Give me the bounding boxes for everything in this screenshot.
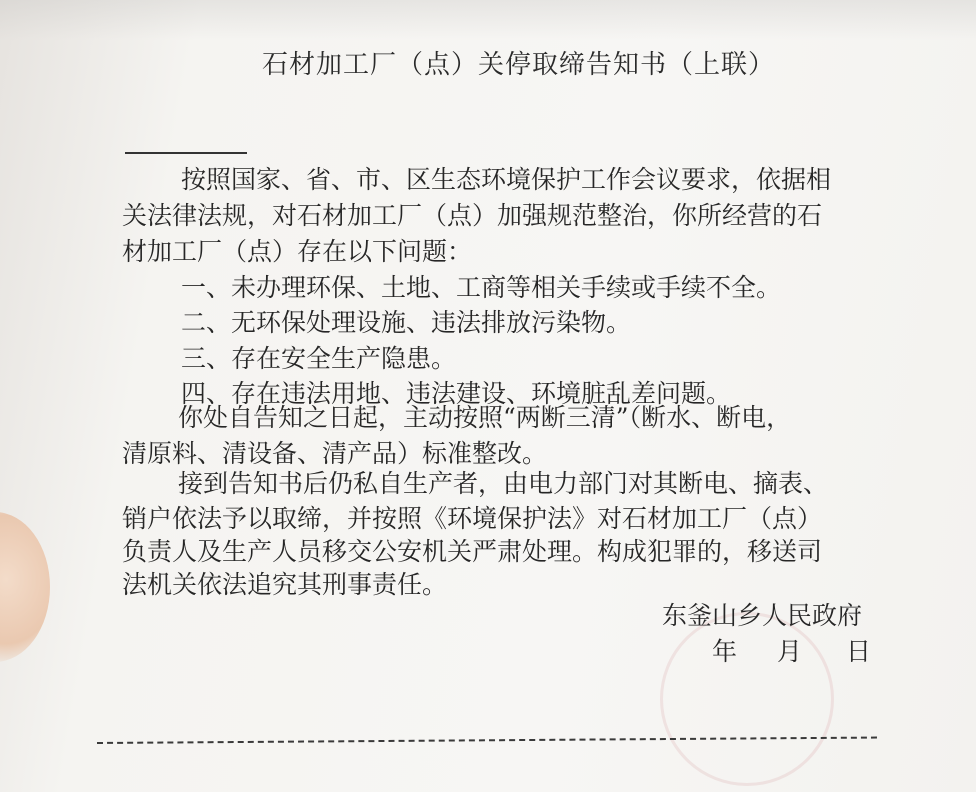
- date-year: 年: [712, 637, 738, 666]
- body-line-8: 你处自告知之日起，主动按照“两断三清”（断水、断电，: [178, 403, 792, 432]
- problem-item-4: 四、存在违法用地、违法建设、环境脏乱差问题。: [181, 379, 732, 408]
- addressee-blank-line: [125, 152, 247, 154]
- date-day: 日: [846, 637, 872, 666]
- issuing-authority: 东釜山乡人民政府: [662, 601, 863, 630]
- body-line-3: 材加工厂（点）存在以下问题：: [122, 237, 473, 266]
- body-line-2: 关法律法规，对石材加工厂（点）加强规范整治，你所经营的石: [122, 201, 823, 230]
- body-line-10: 接到告知书后仍私自生产者，由电力部门对其断电、摘表、: [178, 469, 829, 498]
- body-line-1: 按照国家、省、市、区生态环境保护工作会议要求，依据相: [181, 165, 832, 194]
- body-line-13: 法机关依法追究其刑事责任。: [122, 570, 448, 599]
- faint-seal-circle: [660, 612, 834, 786]
- problem-item-2: 二、无环保处理设施、违法排放污染物。: [181, 308, 632, 337]
- photo-shadow: [0, 0, 976, 40]
- body-line-12: 负责人及生产人员移交公安机关严肃处理。构成犯罪的，移送司: [122, 537, 823, 566]
- problem-item-3: 三、存在安全生产隐患。: [181, 344, 457, 373]
- problem-item-1: 一、未办理环保、土地、工商等相关手续或手续不全。: [181, 273, 782, 302]
- document-title: 石材加工厂（点）关停取缔告知书（上联）: [262, 50, 776, 80]
- finger-in-photo: [0, 512, 50, 662]
- body-line-11: 销户依法予以取缔，并按照《环境保护法》对石材加工厂（点）: [122, 504, 823, 533]
- date-month: 月: [777, 637, 803, 666]
- body-line-9: 清原料、清设备、清产品）标准整改。: [122, 439, 548, 468]
